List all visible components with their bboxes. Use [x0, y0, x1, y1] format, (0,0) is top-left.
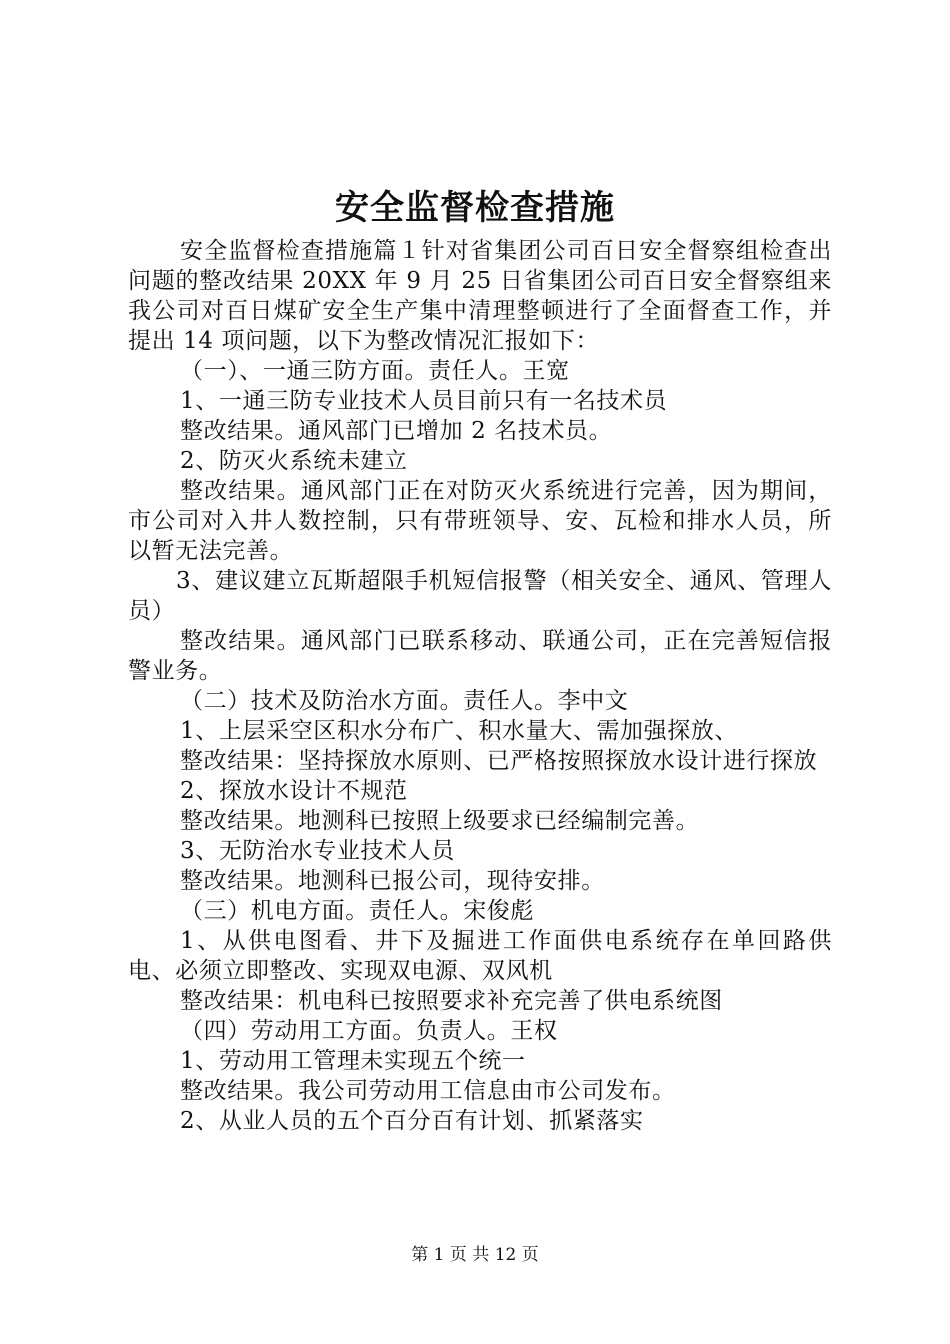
paragraph: 1、劳动用工管理未实现五个统一	[180, 1048, 526, 1074]
paragraph: 3、建议建立瓦斯超限手机短信报警（相关安全、通风、管理人员）	[128, 568, 832, 624]
page-footer: 第 1 页 共 12 页	[411, 1245, 539, 1265]
paragraph: （一）、一通三防方面。责任人。王宽	[180, 358, 570, 384]
paragraph: 2、探放水设计不规范	[180, 778, 408, 804]
paragraph: 整改结果。通风部门已联系移动、联通公司，正在完善短信报警业务。	[128, 628, 832, 684]
paragraph: 3、无防治水专业技术人员	[180, 838, 455, 864]
document-title: 安全监督检查措施	[335, 188, 615, 228]
paragraph: （三）机电方面。责任人。宋俊彪	[180, 898, 534, 924]
document-body	[128, 236, 832, 1136]
paragraph: 整改结果：机电科已按照要求补充完善了供电系统图	[180, 988, 723, 1014]
paragraph: 整改结果。地测科已报公司，现待安排。	[180, 868, 605, 894]
paragraph: 1、从供电图看、井下及掘进工作面供电系统存在单回路供电、必须立即整改、实现双电源、双风机	[128, 928, 832, 984]
paragraph: 2、从业人员的五个百分百有计划、抓紧落实	[180, 1108, 644, 1134]
paragraph: 整改结果。地测科已按照上级要求已经编制完善。	[180, 808, 700, 834]
paragraph: 1、一通三防专业技术人员目前只有一名技术员	[180, 388, 668, 414]
paragraph: 2、防灭火系统未建立	[180, 448, 408, 474]
paragraph: （二）技术及防治水方面。责任人。李中文	[180, 688, 629, 714]
paragraph: 整改结果。通风部门正在对防灭火系统进行完善，因为期间，市公司对入井人数控制，只有带班领导、安、瓦检和排水人员，所以暂无法完善。	[128, 478, 832, 564]
paragraph: 安全监督检查措施篇１针对省集团公司百日安全督察组检查出问题的整改结果 20XX 年 9 月 25 日省集团公司百日安全督察组来我公司对百日煤矿安全生产集中清理整顿进行了全面督查工作，并提出 14 项问题，以下为整改情况汇报如下：	[128, 238, 832, 354]
paragraph: （四）劳动用工方面。负责人。王权	[180, 1018, 558, 1044]
paragraph: 1、上层采空区积水分布广、积水量大、需加强探放、	[180, 718, 739, 744]
paragraph: 整改结果。通风部门已增加 2 名技术员。	[180, 418, 613, 444]
paragraph: 整改结果。我公司劳动用工信息由市公司发布。	[180, 1078, 676, 1104]
paragraph: 整改结果：坚持探放水原则、已严格按照探放水设计进行探放	[180, 748, 818, 774]
